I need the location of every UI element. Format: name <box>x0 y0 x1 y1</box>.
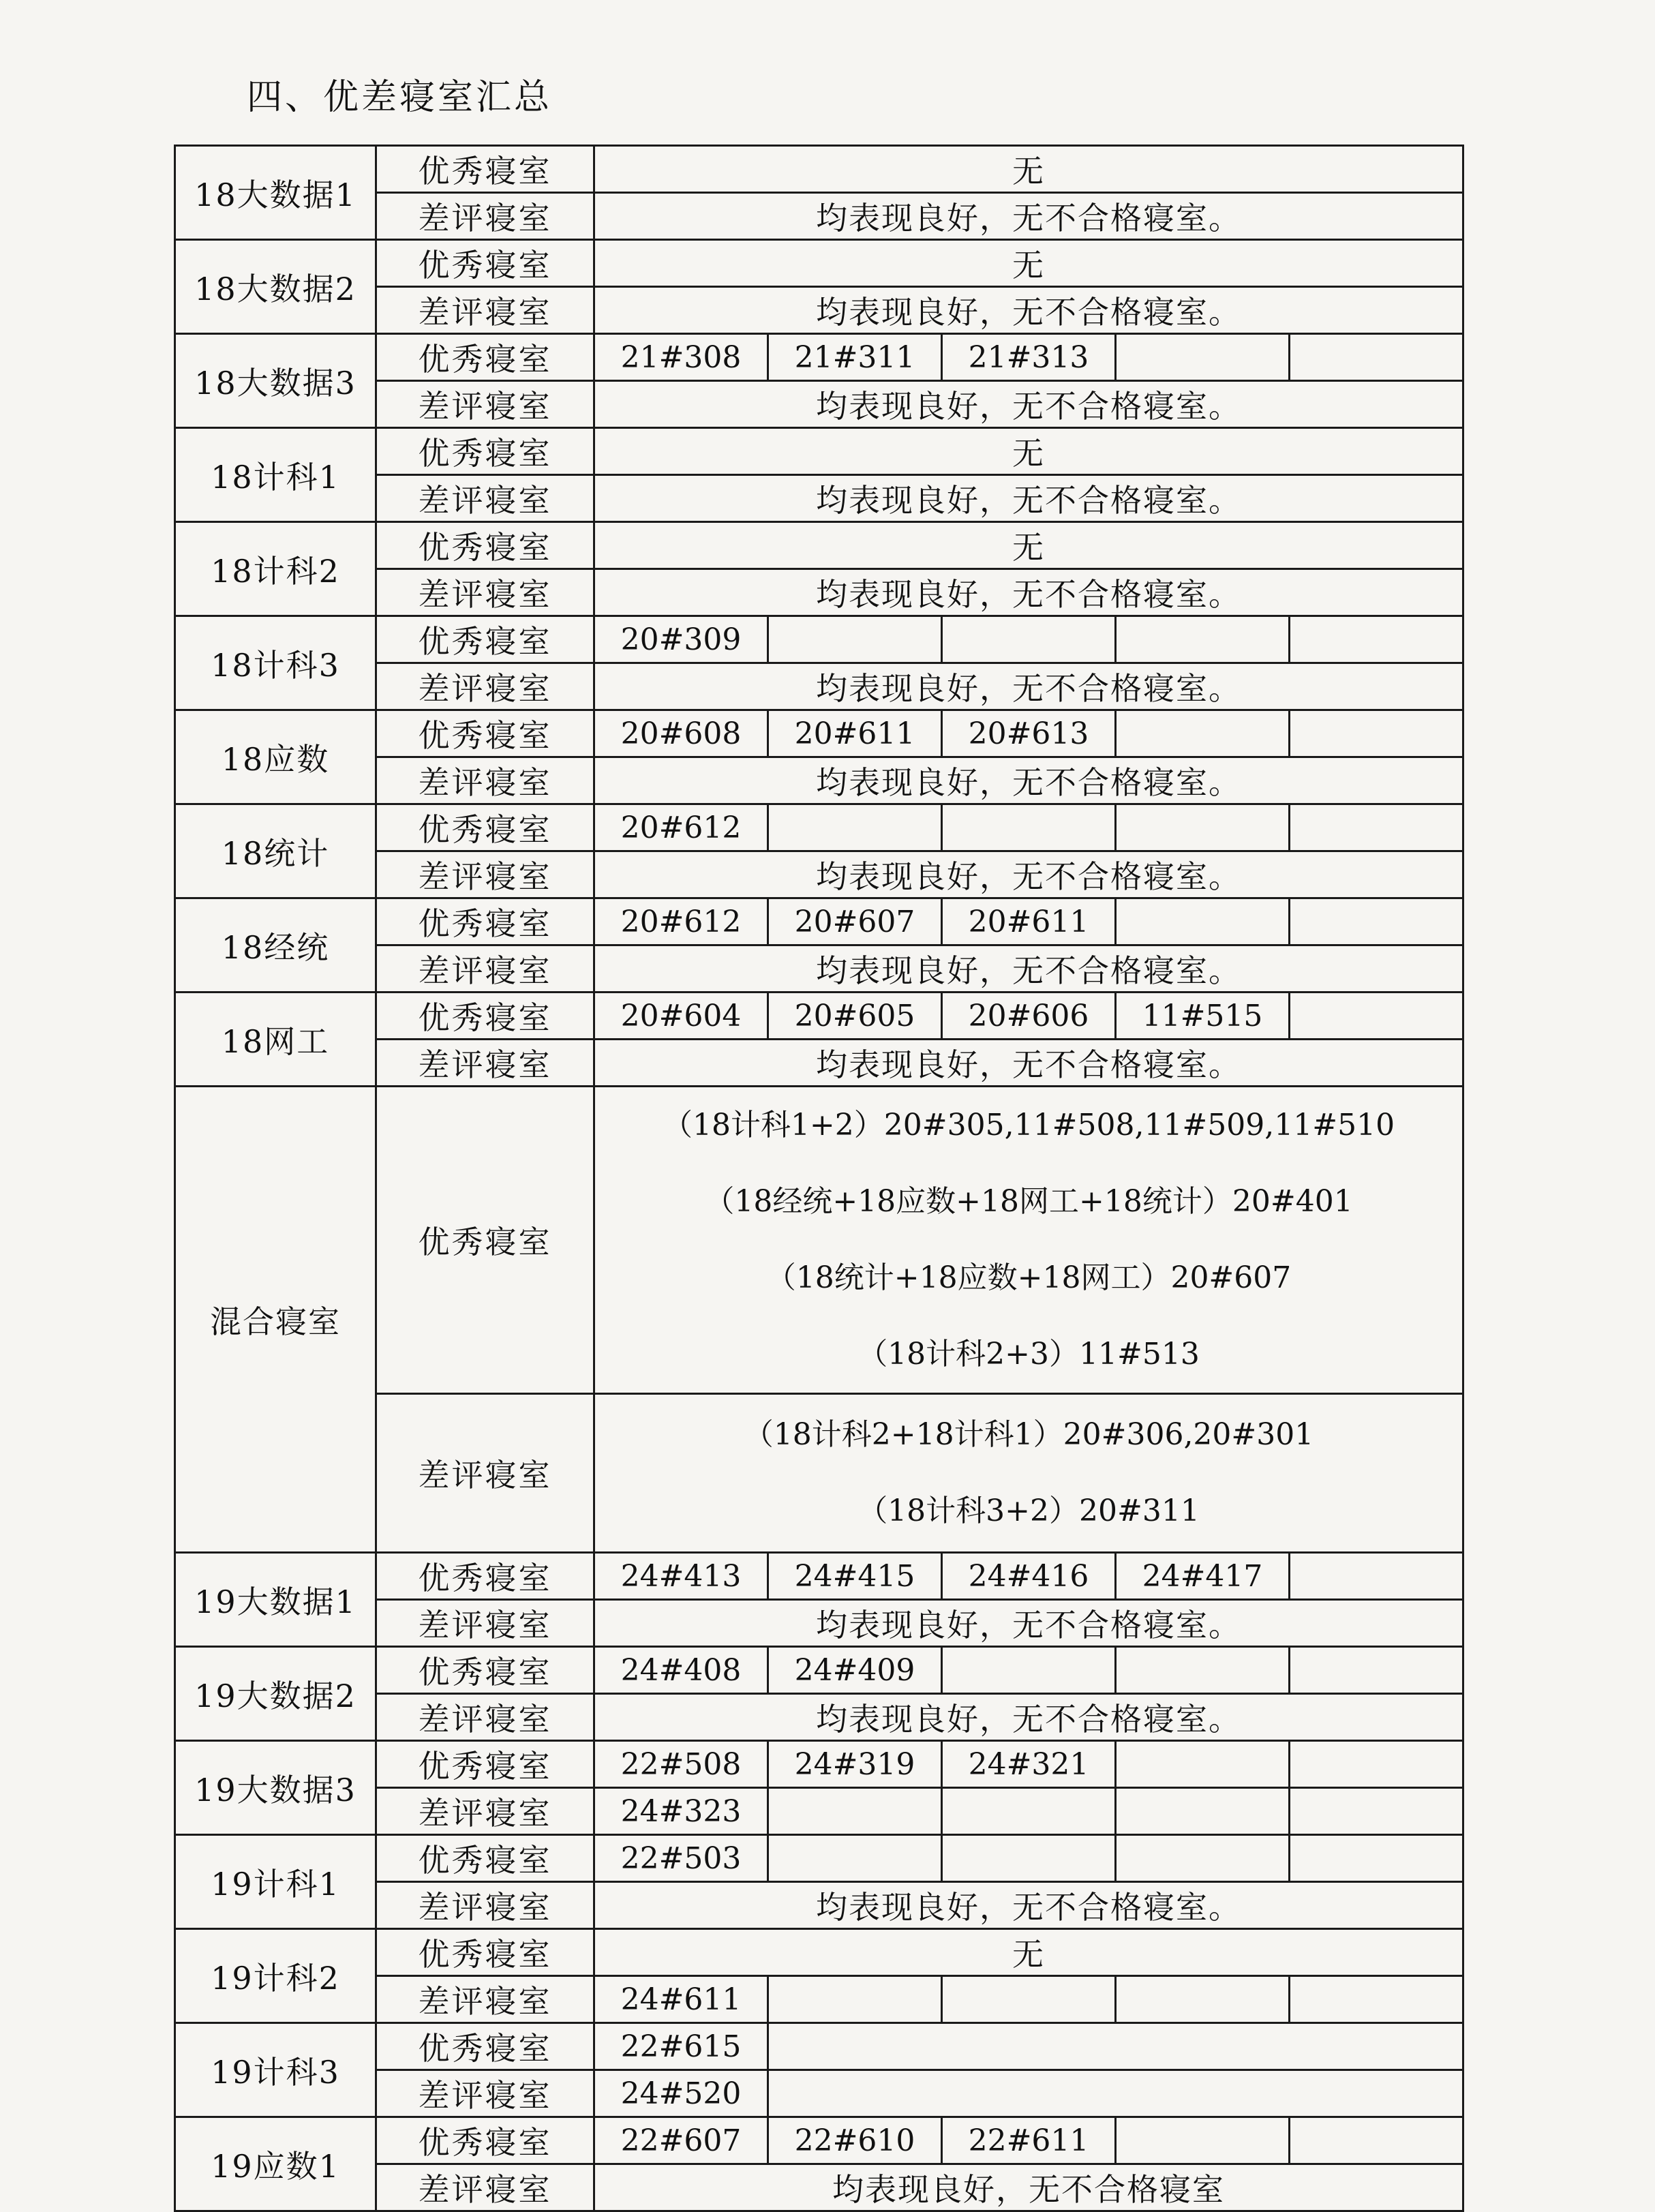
poor-label: 差评寝室 <box>376 851 594 898</box>
poor-label: 差评寝室 <box>376 1040 594 1087</box>
poor-value: 均表现良好，无不合格寝室。 <box>594 1600 1463 1647</box>
mixed-excellent-list <box>594 1087 1463 1394</box>
excellent-label: 优秀寝室 <box>376 1741 594 1788</box>
room-cell: 22#503 <box>594 1835 768 1882</box>
class-name: 18大数据1 <box>175 146 376 240</box>
table-row <box>175 710 1463 757</box>
room-cell <box>1290 1741 1463 1788</box>
room-cell <box>768 1788 942 1835</box>
class-name: 18大数据2 <box>175 240 376 334</box>
table-row <box>175 1835 1463 1882</box>
room-cell: 24#321 <box>942 1741 1116 1788</box>
class-name: 18计科1 <box>175 428 376 522</box>
table-row <box>175 1553 1463 1600</box>
poor-value: 均表现良好，无不合格寝室。 <box>594 851 1463 898</box>
class-name: 19应数1 <box>175 2117 376 2211</box>
poor-label: 差评寝室 <box>376 2070 594 2117</box>
poor-value: 均表现良好，无不合格寝室。 <box>594 945 1463 993</box>
class-name: 19大数据2 <box>175 1647 376 1741</box>
table-row <box>175 1647 1463 1694</box>
table-row <box>175 522 1463 569</box>
excellent-label: 优秀寝室 <box>376 616 594 663</box>
poor-value: 均表现良好，无不合格寝室。 <box>594 663 1463 710</box>
room-cell: 20#605 <box>768 993 942 1040</box>
room-cell <box>1116 1741 1290 1788</box>
table-row <box>175 804 1463 851</box>
room-cell <box>768 616 942 663</box>
poor-value: 均表现良好，无不合格寝室。 <box>594 757 1463 804</box>
empty-cell <box>768 2023 1463 2070</box>
mixed-line: （18计科3+2）20#311 <box>857 1494 1200 1528</box>
room-cell <box>1290 334 1463 381</box>
excellent-label: 优秀寝室 <box>376 334 594 381</box>
poor-label: 差评寝室 <box>376 569 594 616</box>
room-cell <box>942 1788 1116 1835</box>
class-name: 19大数据1 <box>175 1553 376 1647</box>
excellent-label: 优秀寝室 <box>376 710 594 757</box>
room-cell <box>942 1835 1116 1882</box>
room-cell <box>768 1835 942 1882</box>
excellent-label: 优秀寝室 <box>376 1553 594 1600</box>
room-cell <box>942 1647 1116 1694</box>
room-cell <box>1116 334 1290 381</box>
room-cell <box>1290 898 1463 945</box>
poor-label: 差评寝室 <box>376 1882 594 1929</box>
poor-label: 差评寝室 <box>376 1394 594 1553</box>
room-cell <box>1116 1976 1290 2023</box>
mixed-line: （18计科2+3）11#513 <box>857 1337 1200 1372</box>
poor-label: 差评寝室 <box>376 287 594 334</box>
room-cell: 21#308 <box>594 334 768 381</box>
table-row <box>175 240 1463 287</box>
page-title: 四、优差寝室汇总 <box>247 77 553 118</box>
excellent-label: 优秀寝室 <box>376 146 594 193</box>
class-name: 混合寝室 <box>175 1087 376 1553</box>
room-cell <box>1116 616 1290 663</box>
poor-value: 均表现良好，无不合格寝室。 <box>594 1694 1463 1741</box>
room-cell: 24#417 <box>1116 1553 1290 1600</box>
room-cell: 24#319 <box>768 1741 942 1788</box>
poor-value: 均表现良好，无不合格寝室 <box>594 2164 1463 2211</box>
class-name: 18网工 <box>175 993 376 1087</box>
excellent-value: 无 <box>594 1929 1463 1976</box>
room-cell: 24#415 <box>768 1553 942 1600</box>
room-cell <box>1290 1788 1463 1835</box>
poor-value: 均表现良好，无不合格寝室。 <box>594 569 1463 616</box>
room-cell <box>1116 710 1290 757</box>
poor-label: 差评寝室 <box>376 945 594 993</box>
excellent-label: 优秀寝室 <box>376 2117 594 2164</box>
class-name: 19大数据3 <box>175 1741 376 1835</box>
excellent-label: 优秀寝室 <box>376 2023 594 2070</box>
poor-label: 差评寝室 <box>376 381 594 428</box>
room-cell: 21#313 <box>942 334 1116 381</box>
excellent-label: 优秀寝室 <box>376 1929 594 1976</box>
room-cell: 20#309 <box>594 616 768 663</box>
room-cell <box>1290 993 1463 1040</box>
room-cell <box>1116 1788 1290 1835</box>
room-cell: 20#604 <box>594 993 768 1040</box>
room-cell <box>1290 2117 1463 2164</box>
room-cell: 20#611 <box>768 710 942 757</box>
excellent-label: 优秀寝室 <box>376 898 594 945</box>
table-row <box>175 2023 1463 2070</box>
room-cell: 24#408 <box>594 1647 768 1694</box>
room-cell <box>768 804 942 851</box>
class-name: 19计科1 <box>175 1835 376 1929</box>
room-cell: 22#508 <box>594 1741 768 1788</box>
table-row <box>175 898 1463 945</box>
room-cell <box>1290 1976 1463 2023</box>
table-row <box>175 334 1463 381</box>
table-row <box>175 1741 1463 1788</box>
excellent-value: 无 <box>594 522 1463 569</box>
room-cell <box>1290 1553 1463 1600</box>
excellent-label: 优秀寝室 <box>376 428 594 475</box>
class-name: 18计科3 <box>175 616 376 710</box>
class-name: 18计科2 <box>175 522 376 616</box>
room-cell <box>1116 898 1290 945</box>
mixed-line: （18计科1+2）20#305,11#508,11#509,11#510 <box>662 1108 1395 1142</box>
room-cell: 22#611 <box>942 2117 1116 2164</box>
table-row <box>175 1929 1463 1976</box>
excellent-label: 优秀寝室 <box>376 993 594 1040</box>
room-cell: 20#612 <box>594 898 768 945</box>
room-cell: 22#615 <box>594 2023 768 2070</box>
poor-label: 差评寝室 <box>376 193 594 240</box>
mixed-line: （18计科2+18计科1）20#306,20#301 <box>743 1417 1314 1452</box>
room-cell <box>1290 710 1463 757</box>
room-cell: 20#613 <box>942 710 1116 757</box>
room-cell <box>942 1976 1116 2023</box>
room-cell: 20#607 <box>768 898 942 945</box>
room-cell: 20#612 <box>594 804 768 851</box>
class-name: 18经统 <box>175 898 376 993</box>
room-cell <box>1290 804 1463 851</box>
table-row <box>175 2117 1463 2164</box>
excellent-label: 优秀寝室 <box>376 804 594 851</box>
class-name: 18应数 <box>175 710 376 804</box>
poor-label: 差评寝室 <box>376 757 594 804</box>
poor-value: 均表现良好，无不合格寝室。 <box>594 287 1463 334</box>
room-cell: 20#608 <box>594 710 768 757</box>
class-name: 19计科3 <box>175 2023 376 2117</box>
poor-value: 均表现良好，无不合格寝室。 <box>594 1040 1463 1087</box>
room-cell: 22#607 <box>594 2117 768 2164</box>
table-row <box>175 1087 1463 1394</box>
excellent-label: 优秀寝室 <box>376 522 594 569</box>
table-row <box>175 993 1463 1040</box>
room-cell: 20#611 <box>942 898 1116 945</box>
excellent-label: 优秀寝室 <box>376 1087 594 1394</box>
room-cell <box>942 616 1116 663</box>
room-cell: 24#323 <box>594 1788 768 1835</box>
room-cell: 21#311 <box>768 334 942 381</box>
room-cell <box>942 804 1116 851</box>
table-row <box>175 616 1463 663</box>
mixed-line: （18经统+18应数+18网工+18统计）20#401 <box>704 1184 1353 1219</box>
room-cell: 24#413 <box>594 1553 768 1600</box>
poor-value: 均表现良好，无不合格寝室。 <box>594 193 1463 240</box>
poor-label: 差评寝室 <box>376 475 594 522</box>
poor-label: 差评寝室 <box>376 1600 594 1647</box>
room-cell: 22#610 <box>768 2117 942 2164</box>
mixed-poor-list <box>594 1394 1463 1553</box>
room-cell <box>1290 1647 1463 1694</box>
room-cell: 24#409 <box>768 1647 942 1694</box>
poor-value: 均表现良好，无不合格寝室。 <box>594 381 1463 428</box>
excellent-label: 优秀寝室 <box>376 1835 594 1882</box>
poor-label: 差评寝室 <box>376 663 594 710</box>
room-cell: 20#606 <box>942 993 1116 1040</box>
room-cell <box>768 1976 942 2023</box>
poor-label: 差评寝室 <box>376 1694 594 1741</box>
table-row <box>175 428 1463 475</box>
room-cell <box>1116 2117 1290 2164</box>
poor-value: 均表现良好，无不合格寝室。 <box>594 1882 1463 1929</box>
room-cell: 11#515 <box>1116 993 1290 1040</box>
class-name: 18大数据3 <box>175 334 376 428</box>
dorm-summary-table <box>174 145 1464 2212</box>
excellent-value: 无 <box>594 146 1463 193</box>
excellent-value: 无 <box>594 428 1463 475</box>
mixed-line: （18统计+18应数+18网工）20#607 <box>765 1260 1292 1295</box>
class-name: 19计科2 <box>175 1929 376 2023</box>
room-cell <box>1290 616 1463 663</box>
empty-cell <box>768 2070 1463 2117</box>
room-cell <box>1116 1647 1290 1694</box>
poor-label: 差评寝室 <box>376 1788 594 1835</box>
room-cell <box>1116 804 1290 851</box>
table-row <box>175 146 1463 193</box>
room-cell <box>1290 1835 1463 1882</box>
poor-label: 差评寝室 <box>376 1976 594 2023</box>
class-name: 18统计 <box>175 804 376 898</box>
poor-label: 差评寝室 <box>376 2164 594 2211</box>
excellent-value: 无 <box>594 240 1463 287</box>
room-cell: 24#611 <box>594 1976 768 2023</box>
excellent-label: 优秀寝室 <box>376 1647 594 1694</box>
room-cell: 24#416 <box>942 1553 1116 1600</box>
room-cell: 24#520 <box>594 2070 768 2117</box>
excellent-label: 优秀寝室 <box>376 240 594 287</box>
poor-value: 均表现良好，无不合格寝室。 <box>594 475 1463 522</box>
room-cell <box>1116 1835 1290 1882</box>
